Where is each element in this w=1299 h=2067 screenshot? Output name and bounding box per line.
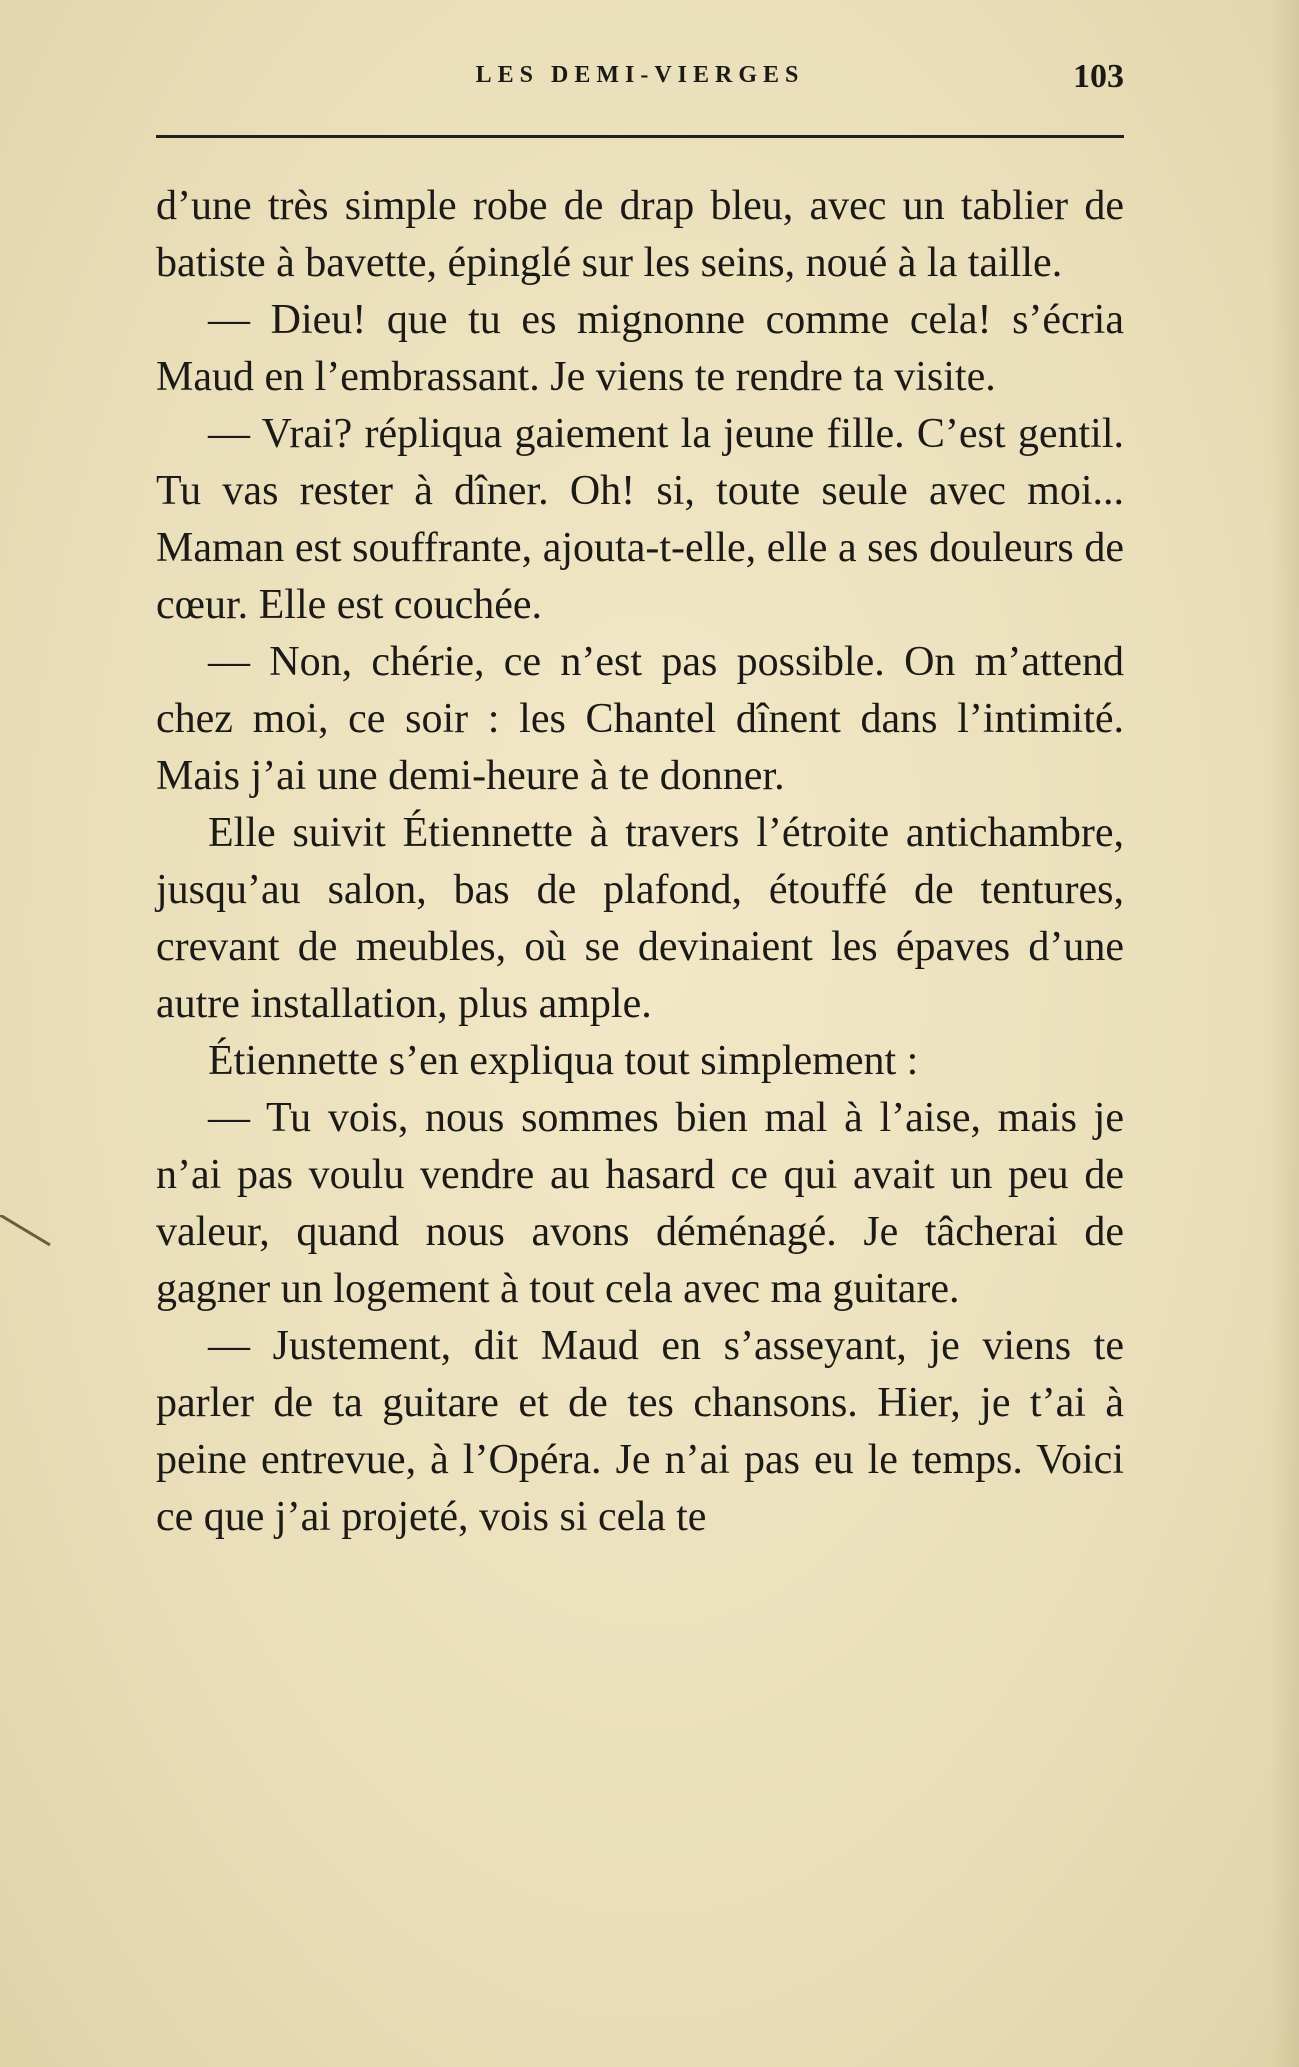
paper-crease bbox=[0, 1215, 60, 1255]
body-text bbox=[156, 178, 1124, 1546]
paragraph: — Dieu! que tu es mignonne comme cela! s’écria Maud en l’embrassant. Je viens te rendre ta visite. bbox=[156, 297, 1124, 400]
paragraph: d’une très simple robe de drap bleu, avec un tablier de batiste à bavette, épinglé sur les seins, noué à la taille. bbox=[156, 183, 1124, 286]
page-number: 103 bbox=[1073, 58, 1124, 95]
paragraph: Étiennette s’en expliqua tout simplement : bbox=[208, 1038, 919, 1084]
paragraph: — Tu vois, nous sommes bien mal à l’aise, mais je n’ai pas voulu vendre au hasard ce qui avait un peu de valeur, quand nous avons déménagé. Je tâcherai de gagner un logement à tout cela avec ma guitare. bbox=[156, 1095, 1124, 1312]
running-title: LES DEMI-VIERGES bbox=[475, 62, 805, 88]
paragraph: — Non, chérie, ce n’est pas possible. On m’attend chez moi, ce soir : les Chantel dînent dans l’intimité. Mais j’ai une demi-heure à te donner. bbox=[156, 639, 1124, 799]
page-header bbox=[156, 58, 1124, 102]
paragraph: — Justement, dit Maud en s’asseyant, je viens te parler de ta guitare et de tes chansons. Hier, je t’ai à peine entrevue, à l’Opéra. Je n’ai pas eu le temps. Voici ce que j’ai projeté, vois si cela te bbox=[156, 1323, 1124, 1540]
paragraph: Elle suivit Étiennette à travers l’étroite antichambre, jusqu’au salon, bas de plafond, étouffé de tentures, crevant de meubles, où se devinaient les épaves d’une autre installation, plus ample. bbox=[156, 810, 1124, 1027]
paragraph: — Vrai? répliqua gaiement la jeune fille. C’est gentil. Tu vas rester à dîner. Oh! si, toute seule avec moi... Maman est souffrante, ajouta-t-elle, elle a ses douleurs de cœur. Elle est couchée. bbox=[156, 411, 1124, 628]
header-rule bbox=[156, 135, 1124, 138]
page-edge-shadow bbox=[1269, 0, 1299, 2067]
